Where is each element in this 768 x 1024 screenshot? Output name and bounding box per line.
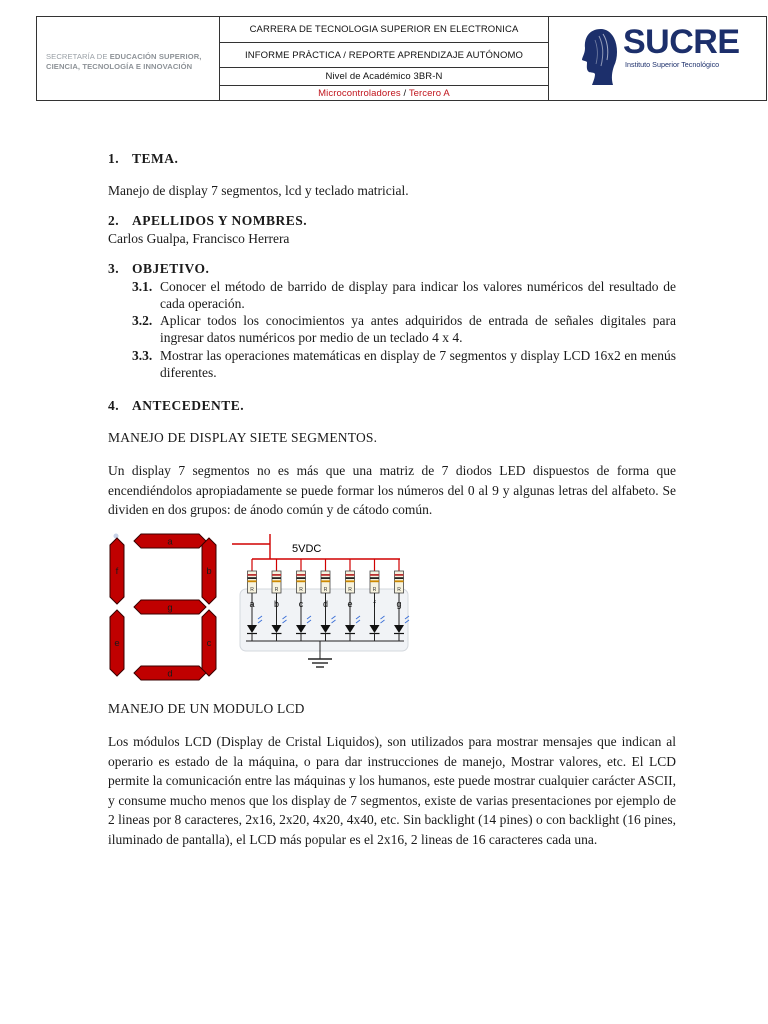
led-label: g [396, 599, 402, 609]
objective-text: Aplicar todos los conocimientos ya antes adquiridos de entrada de señales digitales para ingresar datos numéricos por medio de un teclado 4 x 4. [160, 313, 676, 345]
resistor-band [395, 580, 404, 582]
resistor-band [395, 574, 404, 576]
objective-item [132, 278, 676, 312]
institute-logo-cell [548, 16, 767, 101]
objective-item [132, 347, 676, 381]
tema-text: Manejo de display 7 segmentos, lcd y teclado matricial. [108, 183, 409, 198]
resistor-band [321, 574, 330, 576]
resistor-band [395, 577, 404, 579]
resistor-band [297, 577, 306, 579]
section-heading-antecedente [108, 398, 244, 414]
objective-text: Mostrar las operaciones matemáticas en display de 7 segmentos y display LCD 16x2 en menús diferentes. [160, 348, 676, 380]
segment-label: b [206, 566, 212, 577]
section-heading-objetivo [108, 261, 209, 277]
semester-name: Tercero A [408, 88, 450, 99]
paragraph-lcd: Los módulos LCD (Display de Cristal Liquidos), son utilizados para mostrar mensajes que indican al operario es estado de la máquina, o para dar instrucciones de manejo, Mostrar valores, etc. El LCD permite la comunicación entre las máquinas y los humanos, este puede mostrar cualquier carácter ASCII, y consume mucho menos que los display de 7 segmentos, existe de varias presentaciones por ejemplo de 2 lineas por 8 caracteres, 2x16, 2x20, 4x20, 4x40, etc. Sin backlight (14 pines) o con backlight (16 pines, iluminado de pantalla), el LCD más popular es el 2x16, 2 lineas de 16 caracteres cada una. [108, 734, 676, 847]
resistor-band [321, 580, 330, 582]
led-label: f [373, 599, 376, 609]
resistor-band [248, 574, 257, 576]
paragraph-7seg: Un display 7 segmentos no es más que una matriz de 7 diodos LED dispuestos de forma que encendiéndolos apropiadamente se puede formar los números del 0 al 9 y algunas letras del alfabeto. Se dividen en dos grupos: de ánodo común y de cátodo común. [108, 463, 676, 517]
header-subject [220, 86, 548, 101]
watermark-dot [114, 534, 119, 539]
section-number: 2. [108, 213, 120, 228]
led-label: e [347, 599, 353, 609]
subject-separator: / [403, 88, 407, 99]
resistor-band [370, 577, 379, 579]
subject-name: Microcontroladores [318, 88, 401, 99]
document-header [36, 16, 768, 102]
section-heading-tema [108, 151, 178, 167]
header-level: Nivel de Académico 3BR-N [220, 68, 548, 86]
resistor-band [321, 577, 330, 579]
segment-label: g [167, 602, 173, 614]
resistor-label: R [348, 587, 352, 593]
resistor-band [248, 580, 257, 582]
seven-segment-diagram [108, 531, 220, 683]
section-title: APELLIDOS Y NOMBRES. [132, 213, 308, 228]
segment-label: a [167, 536, 173, 548]
segment-label: e [114, 638, 120, 649]
ministry-line2: CIENCIA, TECNOLOGÍA E INNOVACIÓN [46, 62, 193, 71]
segment-label: f [115, 566, 119, 577]
section-title: TEMA. [132, 151, 179, 166]
resistor-label: R [250, 587, 254, 593]
objective-number: 3.3. [132, 348, 153, 363]
resistor-band [370, 580, 379, 582]
ministry-bold: EDUCACIÓN SUPERIOR, [109, 52, 202, 61]
section-heading-apellidos [108, 213, 307, 229]
resistor-label: R [274, 587, 279, 593]
ministry-logo-text [46, 52, 218, 72]
objective-number: 3.1. [132, 279, 153, 294]
resistor-label: R [397, 587, 401, 593]
resistor-band [297, 574, 306, 576]
led-label: a [249, 599, 255, 609]
resistor-band [346, 580, 355, 582]
objective-number: 3.2. [132, 313, 153, 328]
supply-label: 5VDC [292, 543, 322, 555]
header-report-type: INFORME PRÀCTICA / REPORTE APRENDIZAJE AUTÓNOMO [220, 43, 548, 68]
led-label: c [298, 599, 304, 609]
authors-text: Carlos Gualpa, Francisco Herrera [108, 231, 290, 246]
resistor-band [248, 577, 257, 579]
resistor-band [272, 580, 281, 582]
subsection-title-lcd: MANEJO DE UN MODULO LCD [108, 701, 305, 716]
led-label: b [273, 599, 280, 609]
segment-label: d [167, 668, 173, 680]
resistor-label: R [323, 587, 328, 593]
sucre-head-logo-icon [579, 26, 619, 86]
led-label: d [322, 599, 329, 609]
section-title: ANTECEDENTE. [132, 398, 245, 413]
resistor-band [272, 577, 281, 579]
resistor-band [370, 574, 379, 576]
ministry-cell [36, 16, 220, 101]
seven-segment-circuit-diagram [232, 531, 414, 683]
institute-logo-subtitle: Instituto Superior Tecnológico [625, 60, 720, 69]
objective-item [132, 312, 676, 346]
institute-logo-wordmark: SUCRE [623, 23, 740, 61]
resistor-band [297, 580, 306, 582]
section-number: 3. [108, 261, 120, 276]
section-title: OBJETIVO. [132, 261, 210, 276]
header-career: CARRERA DE TECNOLOGIA SUPERIOR EN ELECTRONICA [220, 16, 548, 43]
subsection-title-7seg: MANEJO DE DISPLAY SIETE SEGMENTOS. [108, 430, 378, 445]
resistor-label: R [299, 587, 303, 593]
segment-label: c [206, 638, 212, 649]
ministry-highlight: SECRETARÍA DE [46, 52, 108, 61]
resistor-band [272, 574, 281, 576]
section-number: 1. [108, 151, 120, 166]
resistor-band [346, 574, 355, 576]
resistor-label: R [372, 587, 377, 593]
resistor-band [346, 577, 355, 579]
objective-text: Conocer el método de barrido de display para indicar los valores numéricos del resultado de cada operación. [160, 279, 676, 311]
section-number: 4. [108, 398, 120, 413]
